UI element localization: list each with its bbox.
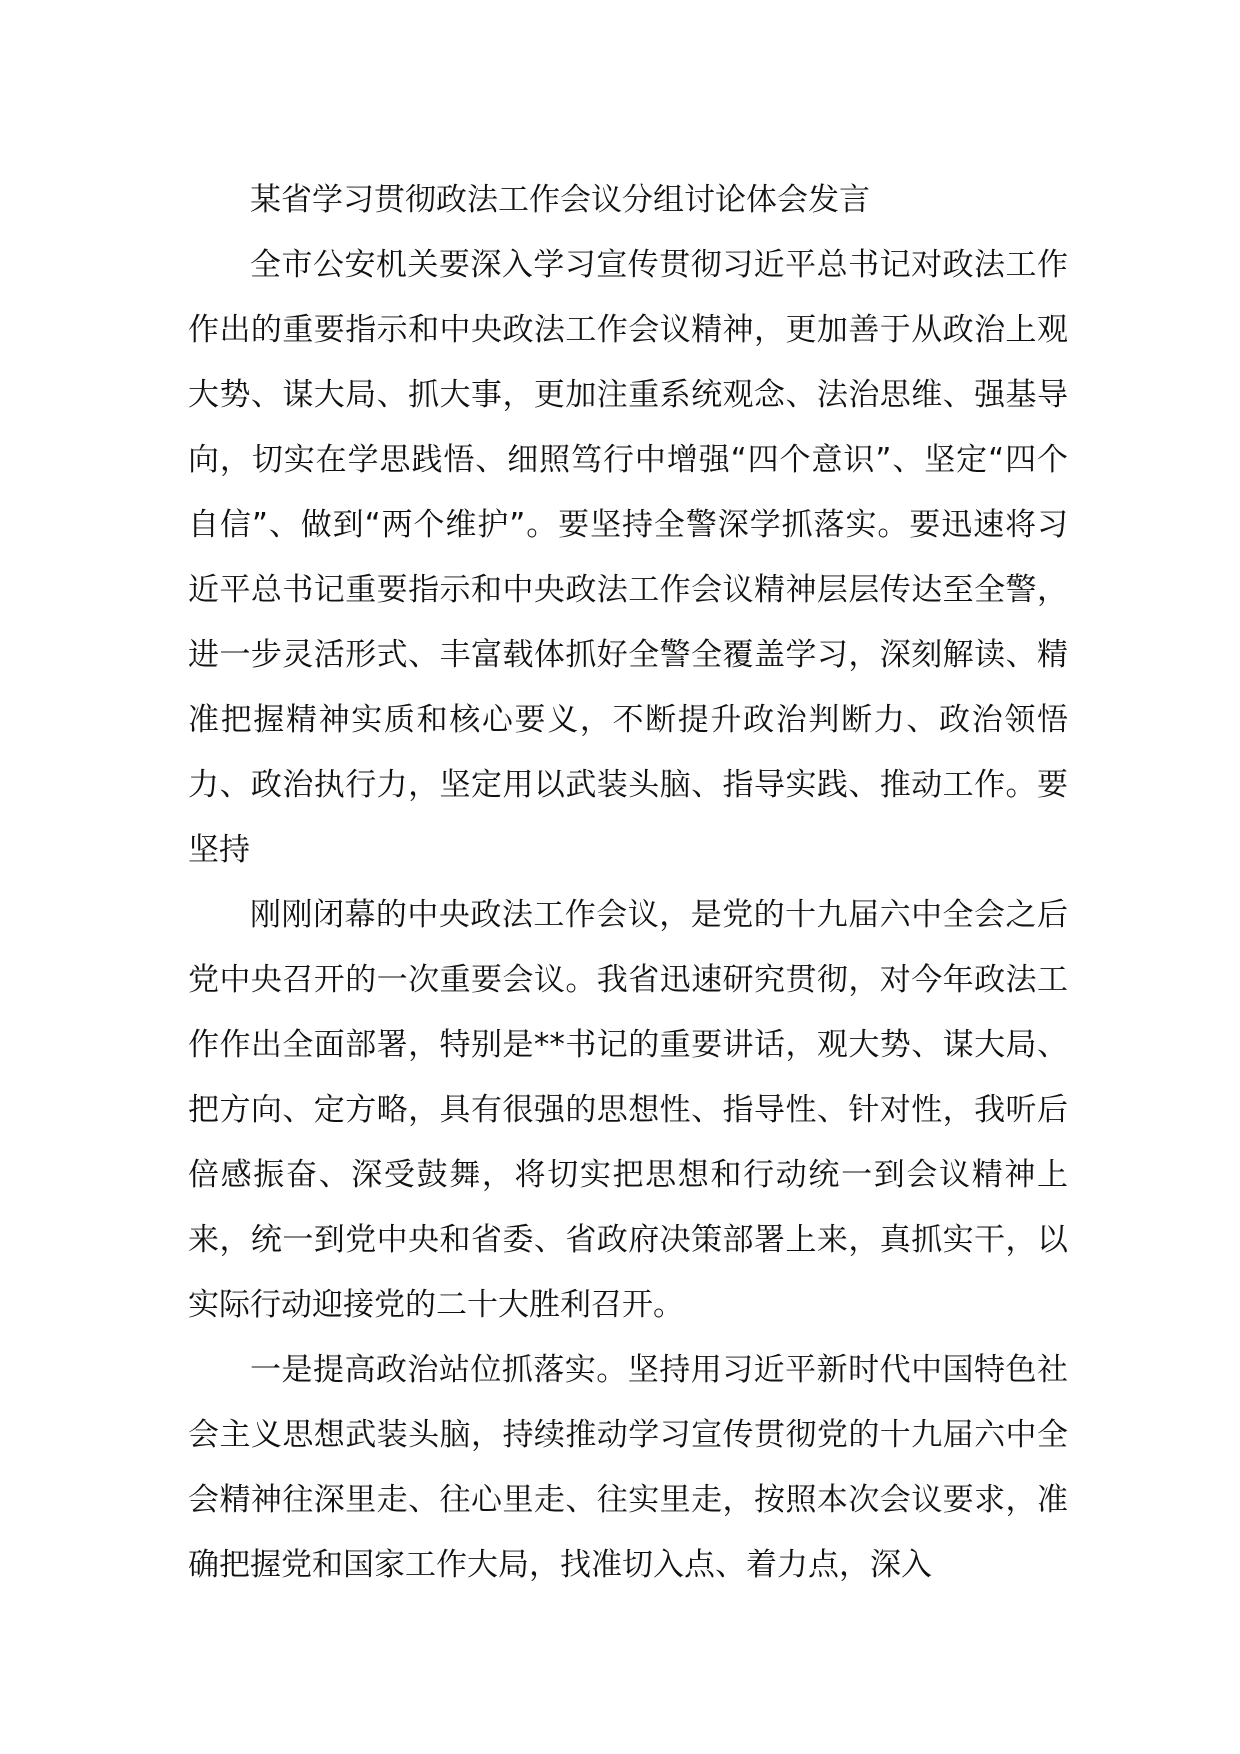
- document-body: [188, 168, 1068, 1598]
- paragraph-2: 刚刚闭幕的中央政法工作会议，是党的十九届六中全会之后党中央召开的一次重要会议。我省迅速研究贯彻，对今年政法工作作出全面部署，特别是**书记的重要讲话，观大势、谋大局、把方向、定方略，具有很强的思想性、指导性、针对性，我听后倍感振奋、深受鼓舞，将切实把思想和行动统一到会议精神上来，统一到党中央和省委、省政府决策部署上来，真抓实干，以实际行动迎接党的二十大胜利召开。: [188, 897, 1068, 1323]
- paragraph-3: 一是提高政治站位抓落实。坚持用习近平新时代中国特色社会主义思想武装头脑，持续推动学习宣传贯彻党的十九届六中全会精神往深里走、往心里走、往实里走，按照本次会议要求，准确把握党和国家工作大局，找准切入点、着力点，深入: [188, 1352, 1068, 1583]
- document-title: 某省学习贯彻政法工作会议分组讨论体会发言: [250, 182, 870, 218]
- paragraph-1: 全市公安机关要深入学习宣传贯彻习近平总书记对政法工作作出的重要指示和中央政法工作会议精神，更加善于从政治上观大势、谋大局、抓大事，更加注重系统观念、法治思维、强基导向，切实在学思践悟、细照笃行中增强“四个意识”、坚定“四个自信”、做到“两个维护”。要坚持全警深学抓落实。要迅速将习近平总书记重要指示和中央政法工作会议精神层层传达至全警，进一步灵活形式、丰富载体抓好全警全覆盖学习，深刻解读、精准把握精神实质和核心要义，不断提升政治判断力、政治领悟力、政治执行力，坚定用以武装头脑、指导实践、推动工作。要坚持: [188, 247, 1068, 868]
